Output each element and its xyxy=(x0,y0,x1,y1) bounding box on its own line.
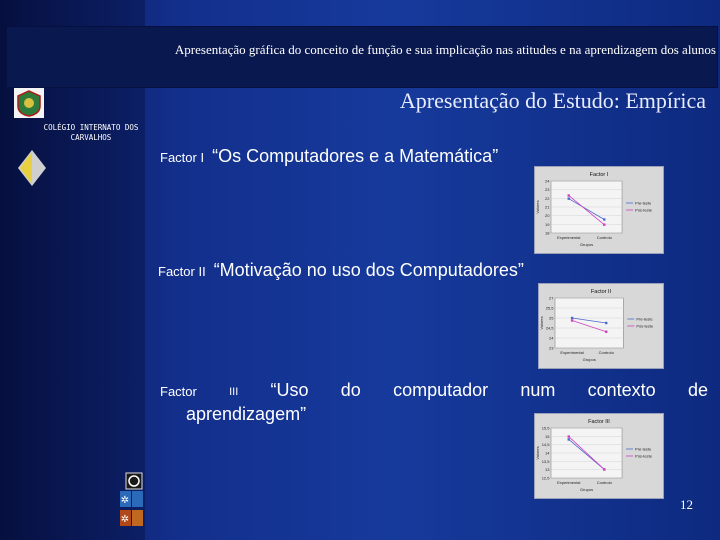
factor-3-word: III xyxy=(229,386,239,398)
chart-legend-label: Pós-teste xyxy=(636,323,654,329)
chart-data-point xyxy=(605,331,607,333)
chart-factor-1-svg xyxy=(535,167,663,253)
chart-data-point xyxy=(568,438,570,440)
slide-title: Apresentação do Estudo: Empírica xyxy=(399,88,706,113)
chart-y-tick-label: 22 xyxy=(545,195,550,201)
chart-legend-label: Pós-teste xyxy=(635,207,652,213)
chart-y-tick-label: 20 xyxy=(545,213,550,219)
chart-data-point xyxy=(568,197,570,199)
presentation-title: Apresentação gráfica do conceito de função e sua implicação nas atitudes e na aprendizagem dos alunos xyxy=(174,42,716,57)
page-number: 12 xyxy=(680,497,693,512)
factor-3-word: Factor xyxy=(160,384,197,399)
chart-x-axis-label: Grupos xyxy=(582,357,596,362)
factor-1-text: “Os Computadores e a Matemática” xyxy=(212,146,499,166)
chart-data-point xyxy=(603,223,605,225)
chart-data-point xyxy=(568,435,570,437)
chart-y-tick-label: 14,5 xyxy=(541,442,550,448)
chart-factor-1 xyxy=(534,166,664,254)
chart-data-point xyxy=(568,194,570,196)
chart-y-tick-label: 21 xyxy=(545,204,550,210)
chart-y-tick-label: 14 xyxy=(545,450,550,456)
factor-3-word: num xyxy=(520,380,556,400)
nav-next-button[interactable] xyxy=(120,509,144,527)
svg-text:✲: ✲ xyxy=(120,514,130,525)
chart-x-tick-label: Controlo xyxy=(596,235,612,240)
chart-data-point xyxy=(571,317,573,319)
chart-title: Factor II xyxy=(590,289,612,295)
chart-legend-label: Pós-teste xyxy=(635,453,652,459)
chart-legend-label: Pré-teste xyxy=(635,446,652,452)
chart-y-tick-label: 24 xyxy=(549,335,554,341)
chart-y-tick-label: 23 xyxy=(545,187,550,193)
chart-x-axis-label: Grupos xyxy=(579,242,594,247)
factor-3-word: computador xyxy=(393,380,489,400)
chart-x-tick-label: Experimental xyxy=(560,350,584,355)
chart-x-tick-label: Experimental xyxy=(557,480,581,485)
chart-title: Factor III xyxy=(588,419,610,425)
chart-y-tick-label: 25 xyxy=(549,315,554,321)
chart-y-tick-label: 18 xyxy=(545,230,550,236)
factor-2-text: “Motivação no uso dos Computadores” xyxy=(213,260,524,280)
chart-data-point xyxy=(571,319,573,321)
chart-title: Factor I xyxy=(589,172,609,178)
chart-x-axis-label: Grupos xyxy=(579,487,594,492)
chart-y-tick-label: 15 xyxy=(545,433,550,439)
svg-text:✲: ✲ xyxy=(120,495,130,506)
chart-factor-2 xyxy=(538,283,664,369)
chart-data-point xyxy=(603,468,605,470)
factor-1-prefix: Factor I xyxy=(160,150,205,165)
factor-3-text-line-2: aprendizagem” xyxy=(186,404,307,424)
chart-x-tick-label: Controlo xyxy=(598,350,614,355)
chart-y-tick-label: 23 xyxy=(549,345,554,351)
factor-3-word: “Uso xyxy=(270,380,309,400)
nav-home-button[interactable] xyxy=(120,472,144,490)
factor-2-heading xyxy=(158,260,524,281)
decorative-badge-icon xyxy=(18,150,46,186)
chart-data-point xyxy=(605,322,607,324)
chart-y-tick-label: 25,5 xyxy=(545,305,554,311)
chart-y-axis-label: Valores xyxy=(535,200,540,214)
school-crest-logo xyxy=(14,88,44,118)
chart-factor-2-svg xyxy=(539,284,663,368)
chart-data-point xyxy=(603,218,605,220)
factor-3-heading xyxy=(160,380,708,401)
chart-y-tick-label: 27 xyxy=(549,295,554,301)
chart-x-tick-label: Experimental xyxy=(557,235,581,240)
chart-y-axis-label: Valores xyxy=(535,446,540,460)
chart-y-tick-label: 12,5 xyxy=(541,475,550,481)
chart-y-axis-label: Valores xyxy=(539,316,544,330)
chart-plot-area xyxy=(555,298,623,348)
chart-y-tick-label: 13 xyxy=(545,467,550,473)
chart-legend-label: Pré-teste xyxy=(636,316,653,322)
factor-1-heading xyxy=(160,146,498,167)
chart-y-tick-label: 19 xyxy=(545,221,550,227)
nav-previous-button[interactable] xyxy=(120,490,144,508)
chart-y-tick-label: 13,5 xyxy=(541,458,550,464)
chart-x-tick-label: Controlo xyxy=(596,480,612,485)
chart-y-tick-label: 24 xyxy=(545,178,550,184)
factor-3-word: contexto xyxy=(587,380,656,400)
chart-y-tick-label: 15,5 xyxy=(541,425,550,431)
school-name: COLÉGIO INTERNATO DOS CARVALHOS xyxy=(43,123,139,142)
chart-y-tick-label: 24,5 xyxy=(545,325,554,331)
chart-factor-3 xyxy=(534,413,664,499)
chart-factor-3-svg xyxy=(535,414,663,498)
chart-legend-label: Pré-teste xyxy=(635,200,652,206)
factor-3-word: do xyxy=(340,380,361,400)
factor-2-prefix: Factor II xyxy=(158,264,206,279)
factor-3-word: de xyxy=(687,380,708,400)
